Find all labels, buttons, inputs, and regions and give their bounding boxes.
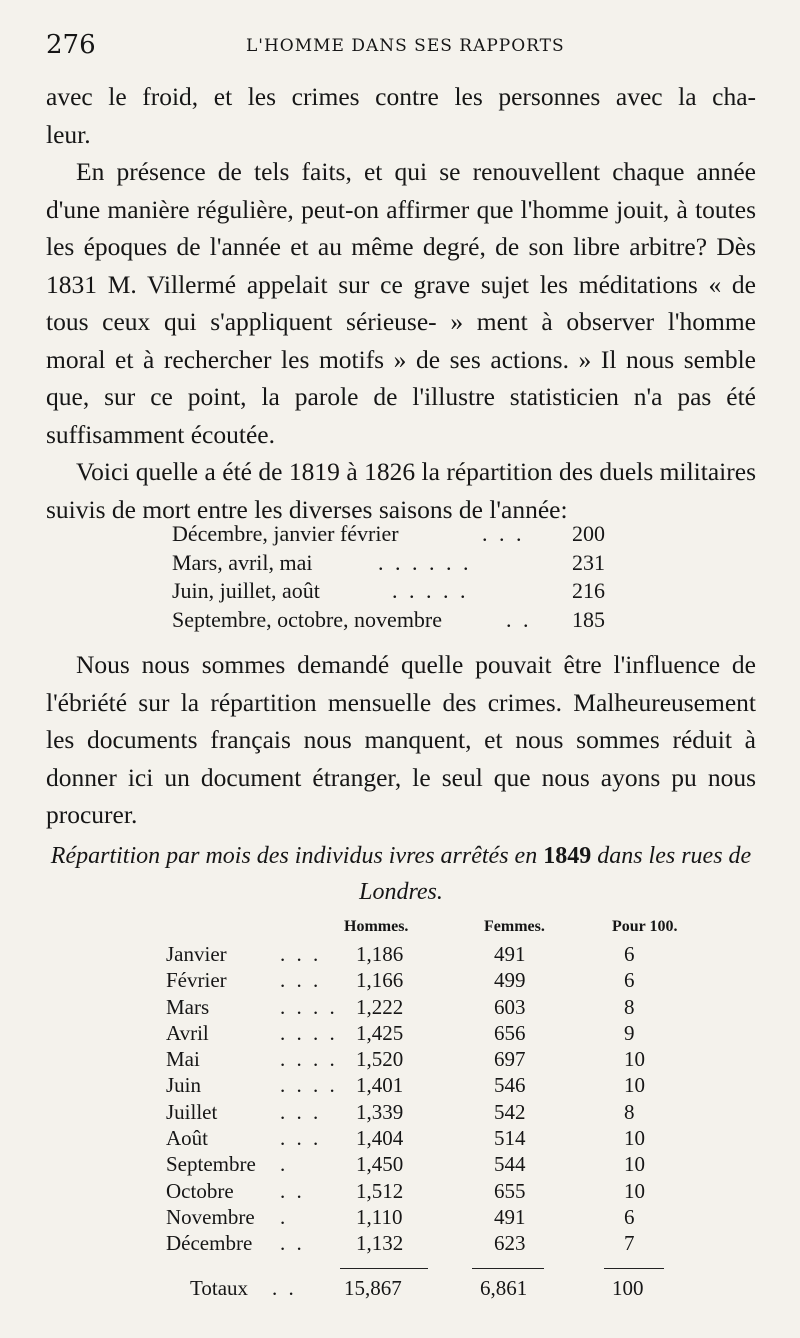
leader-dots: . . . . . <box>392 578 469 603</box>
month-cell: Mars <box>166 994 210 1019</box>
table-body <box>160 942 700 1258</box>
month-cell: Juillet <box>166 1099 218 1124</box>
duel-row <box>172 521 632 550</box>
page-number: 276 <box>46 30 96 60</box>
running-head: L'HOMME DANS SES RAPPORTS <box>246 36 565 56</box>
caption-year: 1849 <box>543 843 592 869</box>
caption-part2: dans les rues de Londres. <box>359 843 752 905</box>
leader-dots: . . . <box>280 1126 322 1151</box>
duel-row <box>172 607 632 636</box>
table-row <box>160 1100 700 1126</box>
paragraph-duels-intro: Voici quelle a été de 1819 à 1826 la répartition des duels militaires suivis de mort entre les diverses saisons de l'année: <box>46 457 756 524</box>
paragraph-free-will: En présence de tels faits, et qui se renouvellent chaque année d'une manière régulière, peut-on affirmer que l'homme jouit, à toutes les époques de l'année et au même degré, de son libre arbitre? Dès 1831 M. Villermé appelait sur ce grave sujet les méditations « de tous ceux qui s'appliquent sérieuse- » ment à observer l'homme moral et à rechercher les motifs » de ses actions. » Il nous semble que, sur ce point, la parole de l'illustre statisticien n'a pas été suffisamment écoutée. <box>46 157 756 449</box>
women-cell: 623 <box>494 1231 526 1256</box>
month-cell: Novembre <box>166 1204 255 1229</box>
month-cell: Décembre <box>166 1231 253 1256</box>
men-cell: 1,222 <box>356 994 404 1019</box>
duel-season: Juin, juillet, août <box>172 578 320 603</box>
month-cell: Juin <box>166 1073 202 1098</box>
men-cell: 1,339 <box>356 1099 404 1124</box>
duel-count: 185 <box>572 606 605 632</box>
women-cell: 656 <box>494 1020 526 1045</box>
totals-women: 6,861 <box>480 1276 528 1300</box>
duel-season: Décembre, janvier février <box>172 521 399 546</box>
percent-cell: 10 <box>624 1126 645 1151</box>
table-row <box>160 1073 700 1099</box>
table-caption <box>46 838 756 910</box>
percent-cell: 6 <box>624 942 635 966</box>
leader-dots: . . <box>280 1178 305 1203</box>
duel-count: 231 <box>572 549 605 575</box>
month-cell: Août <box>166 1126 208 1151</box>
leader-dots: . . <box>280 1231 305 1256</box>
men-cell: 1,132 <box>356 1231 404 1256</box>
men-cell: 1,520 <box>356 1047 404 1072</box>
duel-row <box>172 578 632 607</box>
month-cell: Mai <box>166 1047 200 1072</box>
page-header <box>46 30 756 70</box>
table-row <box>160 1152 700 1178</box>
month-cell: Janvier <box>166 942 227 966</box>
body-text <box>46 78 756 528</box>
table-totals-row <box>160 1276 700 1304</box>
table-row <box>160 942 700 968</box>
leader-dots: . . . <box>280 968 322 993</box>
duel-row <box>172 550 632 579</box>
totals-rule-men <box>340 1268 428 1269</box>
women-cell: 542 <box>494 1099 526 1124</box>
leader-dots: . . <box>272 1276 297 1300</box>
women-cell: 546 <box>494 1073 526 1098</box>
duel-season: Mars, avril, mai <box>172 549 313 575</box>
women-cell: 514 <box>494 1126 526 1151</box>
men-cell: 1,166 <box>356 968 404 993</box>
women-cell: 491 <box>494 942 526 966</box>
men-cell: 1,450 <box>356 1152 404 1177</box>
month-cell: Février <box>166 968 227 993</box>
table-row <box>160 995 700 1021</box>
leader-dots: . <box>280 1204 289 1229</box>
leader-dots: . . . . <box>280 994 338 1019</box>
leader-dots: . . <box>506 606 532 632</box>
women-cell: 697 <box>494 1047 526 1072</box>
percent-cell: 10 <box>624 1152 645 1177</box>
caption-part1: Répartition par mois des individus ivres arrêtés en <box>50 843 538 869</box>
duels-list <box>172 521 632 635</box>
percent-cell: 8 <box>624 994 635 1019</box>
leader-dots: . . . <box>280 1099 322 1124</box>
totals-percent: 100 <box>612 1276 644 1300</box>
leader-dots: . . . <box>482 521 525 546</box>
men-cell: 1,110 <box>356 1204 403 1229</box>
totals-rule-women <box>472 1268 544 1269</box>
men-cell: 1,401 <box>356 1073 404 1098</box>
leader-dots: . . . . <box>280 1073 338 1098</box>
percent-cell: 8 <box>624 1099 635 1124</box>
percent-cell: 6 <box>624 968 635 993</box>
women-cell: 499 <box>494 968 526 993</box>
percent-cell: 9 <box>624 1020 635 1045</box>
women-cell: 491 <box>494 1204 526 1229</box>
header-percent: Pour 100. <box>612 918 678 935</box>
men-cell: 1,404 <box>356 1126 404 1151</box>
header-women: Femmes. <box>484 918 545 935</box>
percent-cell: 10 <box>624 1178 645 1203</box>
percent-cell: 10 <box>624 1073 645 1098</box>
arrests-table <box>160 918 700 1258</box>
women-cell: 544 <box>494 1152 526 1177</box>
duel-count: 216 <box>572 578 605 603</box>
month-cell: Septembre <box>166 1152 256 1177</box>
women-cell: 655 <box>494 1178 526 1203</box>
totals-men: 15,867 <box>344 1276 402 1300</box>
table-row <box>160 1047 700 1073</box>
men-cell: 1,512 <box>356 1178 404 1203</box>
percent-cell: 6 <box>624 1204 635 1229</box>
duel-season: Septembre, octobre, novembre <box>172 606 443 632</box>
table-row <box>160 1021 700 1047</box>
text-line: avec le froid, et les crimes contre les personnes avec la cha- <box>46 82 756 111</box>
men-cell: 1,425 <box>356 1020 404 1045</box>
duel-count: 200 <box>572 521 605 546</box>
percent-cell: 7 <box>624 1231 635 1256</box>
table-row <box>160 1179 700 1205</box>
header-men: Hommes. <box>344 918 409 935</box>
totals-rule-pct <box>604 1268 664 1269</box>
table-row <box>160 1205 700 1231</box>
leader-dots: . . . <box>280 942 322 966</box>
text-line: leur. <box>46 119 91 149</box>
totals-label: Totaux <box>190 1276 249 1300</box>
leader-dots: . <box>280 1152 289 1177</box>
percent-cell: 10 <box>624 1047 645 1072</box>
leader-dots: . . . . . . <box>378 549 472 575</box>
paragraph-text: Nous nous sommes demandé quelle pouvait être l'influence de l'ébriété sur la répartition mensuelle des crimes. Malheureusement les documents français nous manquent, et nous sommes réduit à donner ici un document étranger, le seul que nous ayons pu nous procurer. <box>46 650 756 829</box>
paragraph-drunkenness <box>46 646 756 834</box>
table-header <box>160 918 700 942</box>
month-cell: Octobre <box>166 1178 234 1203</box>
men-cell: 1,186 <box>356 942 404 966</box>
table-row <box>160 1126 700 1152</box>
table-row <box>160 1231 700 1257</box>
women-cell: 603 <box>494 994 526 1019</box>
month-cell: Avril <box>166 1020 209 1045</box>
leader-dots: . . . . <box>280 1047 338 1072</box>
leader-dots: . . . . <box>280 1020 338 1045</box>
table-row <box>160 968 700 994</box>
